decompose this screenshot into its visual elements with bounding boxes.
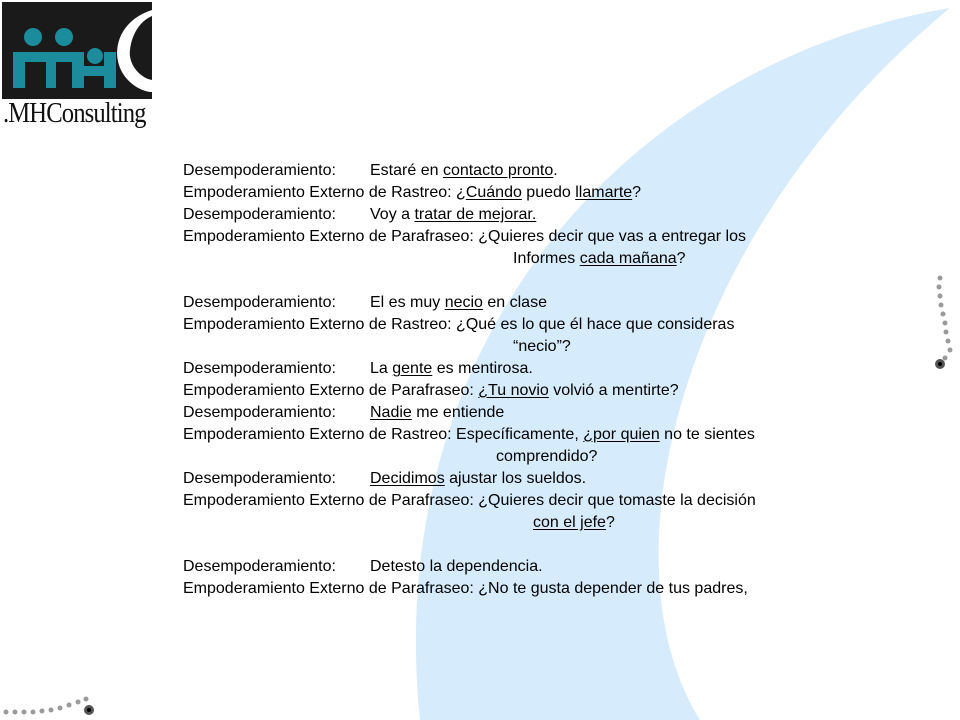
- line-text: Voy a: [370, 206, 415, 223]
- line-text: comprendido?: [496, 448, 598, 465]
- dialog-line: [183, 182, 943, 204]
- line-text: La: [370, 360, 393, 377]
- speaker-label: Empoderamiento Externo de Rastreo:: [183, 184, 452, 201]
- dialog-line-continuation: [183, 248, 943, 270]
- dialog-line-continuation: [183, 446, 943, 468]
- speaker-label: Empoderamiento Externo de Parafraseo:: [183, 228, 474, 245]
- underlined-text: tratar de mejorar.: [414, 206, 537, 223]
- dialog-text: [183, 160, 943, 600]
- underlined-text: llamarte: [575, 184, 633, 201]
- line-text: Informes: [513, 250, 580, 267]
- speaker-label: Desempoderamiento:: [183, 360, 336, 377]
- underlined-text: Decidimos: [370, 470, 445, 487]
- logo-wordmark: .MHConsulting: [3, 98, 146, 129]
- dialog-line: [183, 358, 943, 380]
- dialog-line: [183, 226, 943, 248]
- underlined-text: con el jefe: [533, 514, 606, 531]
- line-text: ¿Qué es lo que él hace que consideras: [451, 316, 735, 333]
- line-text: ¿Quieres decir que tomaste la decisión: [473, 492, 756, 509]
- company-logo: [0, 0, 160, 134]
- dialog-line: [183, 468, 943, 490]
- line-text: me entiende: [411, 404, 505, 421]
- line-text: no te sientes: [659, 426, 755, 443]
- speaker-label: Desempoderamiento:: [183, 294, 336, 311]
- dialog-line: [183, 314, 943, 336]
- speaker-label: Desempoderamiento:: [183, 558, 336, 575]
- underlined-text: Nadie: [370, 404, 412, 421]
- line-text: puedo: [521, 184, 576, 201]
- line-text: ajustar los sueldos.: [444, 470, 587, 487]
- dialog-line: [183, 556, 943, 578]
- speaker-label: Empoderamiento Externo de Rastreo:: [183, 426, 452, 443]
- line-text: ¿: [451, 184, 466, 201]
- dialog-line: [183, 424, 943, 446]
- line-text: en clase: [482, 294, 547, 311]
- line-text: ?: [632, 184, 642, 201]
- logo-mark: [2, 2, 152, 99]
- mhc-mark-icon: [2, 2, 152, 99]
- line-text: ?: [676, 250, 686, 267]
- dialog-line: [183, 578, 943, 600]
- line-text: volvió a mentirte?: [548, 382, 679, 399]
- speaker-label: Empoderamiento Externo de Parafraseo:: [183, 580, 474, 597]
- speaker-label: Desempoderamiento:: [183, 470, 336, 487]
- line-text: “necio”?: [513, 338, 571, 355]
- line-text: ?: [605, 514, 615, 531]
- dialog-line: [183, 204, 943, 226]
- line-text: ¿No te gusta depender de tus padres,: [473, 580, 748, 597]
- speaker-label: Desempoderamiento:: [183, 206, 336, 223]
- underlined-text: necio: [444, 294, 483, 311]
- underlined-text: ¿por quien: [583, 426, 660, 443]
- line-text: El es muy: [370, 294, 445, 311]
- dialog-line: [183, 292, 943, 314]
- dialog-line: [183, 490, 943, 512]
- dialog-line: [183, 380, 943, 402]
- speaker-label: Desempoderamiento:: [183, 162, 336, 179]
- underlined-text: contacto pronto: [442, 162, 554, 179]
- line-text: Específicamente,: [451, 426, 584, 443]
- speaker-label: Empoderamiento Externo de Rastreo:: [183, 316, 452, 333]
- dialog-line-continuation: [183, 512, 943, 534]
- underlined-text: Cuándo: [465, 184, 522, 201]
- underlined-text: gente: [392, 360, 433, 377]
- line-text: .: [553, 162, 558, 179]
- line-text: Detesto la dependencia.: [370, 558, 543, 575]
- line-text: Estaré en: [370, 162, 443, 179]
- speaker-label: Desempoderamiento:: [183, 404, 336, 421]
- dialog-line-continuation: [183, 336, 943, 358]
- line-text: es mentirosa.: [432, 360, 533, 377]
- dialog-line: [183, 160, 943, 182]
- speaker-label: Empoderamiento Externo de Parafraseo:: [183, 492, 474, 509]
- speaker-label: Empoderamiento Externo de Parafraseo:: [183, 382, 474, 399]
- dialog-line: [183, 402, 943, 424]
- underlined-text: ¿Tu novio: [478, 382, 549, 399]
- line-text: ¿Quieres decir que vas a entregar los: [473, 228, 746, 245]
- underlined-text: cada mañana: [579, 250, 677, 267]
